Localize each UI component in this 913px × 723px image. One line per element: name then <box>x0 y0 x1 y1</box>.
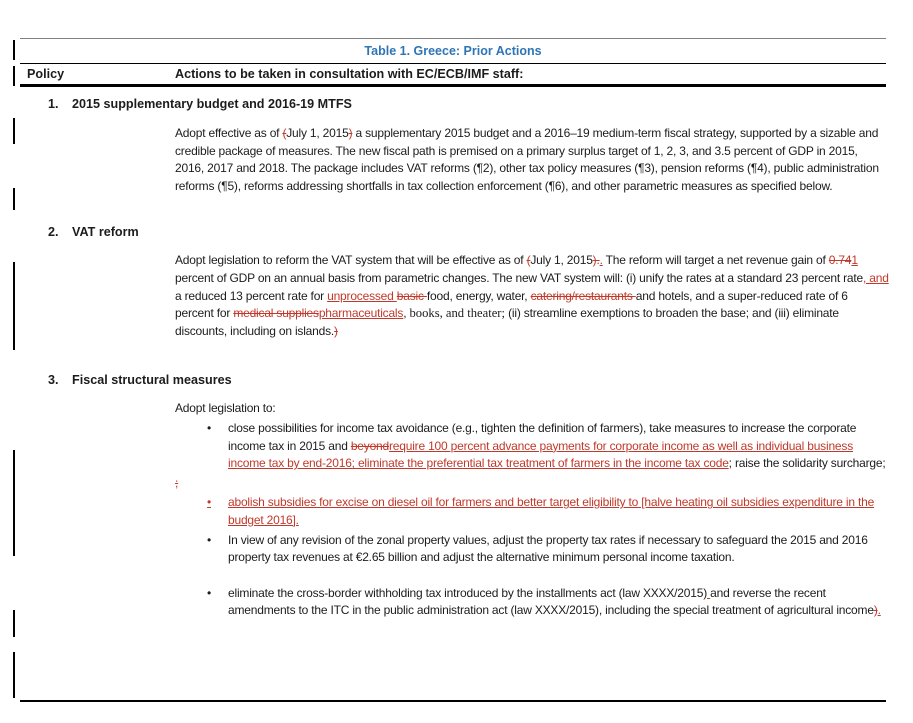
header-actions: Actions to be taken in consultation with EC/ECB/IMF staff: <box>175 67 524 81</box>
table-header-row <box>20 63 886 87</box>
section-3-number: 3. <box>48 373 59 388</box>
change-bar <box>13 188 15 210</box>
bullet-text: eliminate the cross-border withholding tax introduced by the installments act (law XXXX/2015) and reverse the recent amendments to the ITC in the public administration act (law XXXX/2015), including the special treatment of agricultural income). <box>228 585 881 618</box>
section-1-title: 2015 supplementary budget and 2016-19 MTFS <box>72 97 352 111</box>
bullet-icon: • <box>207 420 212 435</box>
section-2-paragraph: Adopt legislation to reform the VAT system that will be effective as of (July 1, 2015).. The reform will target a net revenue gain of 0.741 percent of GDP on an annual basis from parametric changes. The new VAT system will: (i) unify the rates at a standard 23 percent rate, and a reduced 13 percent rate for unprocessed basic food, energy, water, catering/restaurants and hotels, and a super-reduced rate of 6 percent for medical suppliespharmaceuticals, books, and theater; (ii) streamline exemptions to broaden the base; and (iii) eliminate discounts, including on islands.) <box>175 253 889 338</box>
change-bar <box>13 118 15 144</box>
change-bar <box>13 262 15 350</box>
section-1-heading <box>20 96 886 112</box>
bullet-text: close possibilities for income tax avoidance (e.g., tighten the definition of farmers), take measures to increase the corporate income tax in 2015 and beyondrequire 100 percent advance payments for corporate income as well as individual business income tax by end-2016; eliminate the preferential tax treatment of farmers in the income tax code; raise the solidarity surcharge; <box>228 420 886 471</box>
bullet-text: abolish subsidies for excise on diesel oil for farmers and better target eligibility to [halve heating oil subsidies expenditure in the budget 2016]. <box>228 495 875 527</box>
change-bar <box>13 652 15 698</box>
page-bottom-rule <box>20 700 886 702</box>
change-bar <box>13 66 15 86</box>
section-1-number: 1. <box>48 97 59 111</box>
inserted-bullet-item <box>207 494 886 529</box>
section-2-number: 2. <box>48 225 59 240</box>
table-sheet <box>20 38 889 620</box>
bullet-text: In view of any revision of the zonal property values, adjust the property tax rates if necessary to safeguard the 2015 and 2016 property tax revenues at €2.65 billion and adjust the alternative minimum personal income taxation. <box>228 532 868 565</box>
bullet-icon: • <box>207 585 212 600</box>
section-3-bullet-list <box>20 420 886 620</box>
table-title: Table 1. Greece: Prior Actions <box>20 38 886 63</box>
inserted-bullet-icon: • <box>207 495 212 510</box>
bullet-item <box>207 585 886 620</box>
bullet-item <box>207 532 886 567</box>
section-2-heading <box>20 224 886 240</box>
table-body <box>20 96 889 620</box>
section-3-title: Fiscal structural measures <box>72 373 232 388</box>
section-1-paragraph: Adopt effective as of (July 1, 2015) a supplementary 2015 budget and a 2016–19 medium-term fiscal strategy, supported by a sizable and credible package of measures. The new fiscal path is premised on a primary surplus target of 1, 2, 3, and 3.5 percent of GDP in 2015, 2016, 2017 and 2018. The package includes VAT reforms (¶2), other tax policy measures (¶3), pension reforms (¶4), public administration reforms (¶5), reforms addressing shortfalls in tax collection enforcement (¶6), and other parametric measures as specified below. <box>175 126 879 193</box>
section-2-title: VAT reform <box>72 225 139 240</box>
change-bar <box>13 610 15 637</box>
section-3-heading <box>20 372 886 388</box>
section-3-intro: Adopt legislation to: <box>175 401 276 416</box>
bullet-item <box>207 420 886 473</box>
change-bar <box>13 450 15 556</box>
deleted-punctuation-line: ; <box>175 475 179 490</box>
bullet-icon: • <box>207 532 212 547</box>
header-policy: Policy <box>27 67 65 81</box>
change-bar <box>13 40 15 60</box>
